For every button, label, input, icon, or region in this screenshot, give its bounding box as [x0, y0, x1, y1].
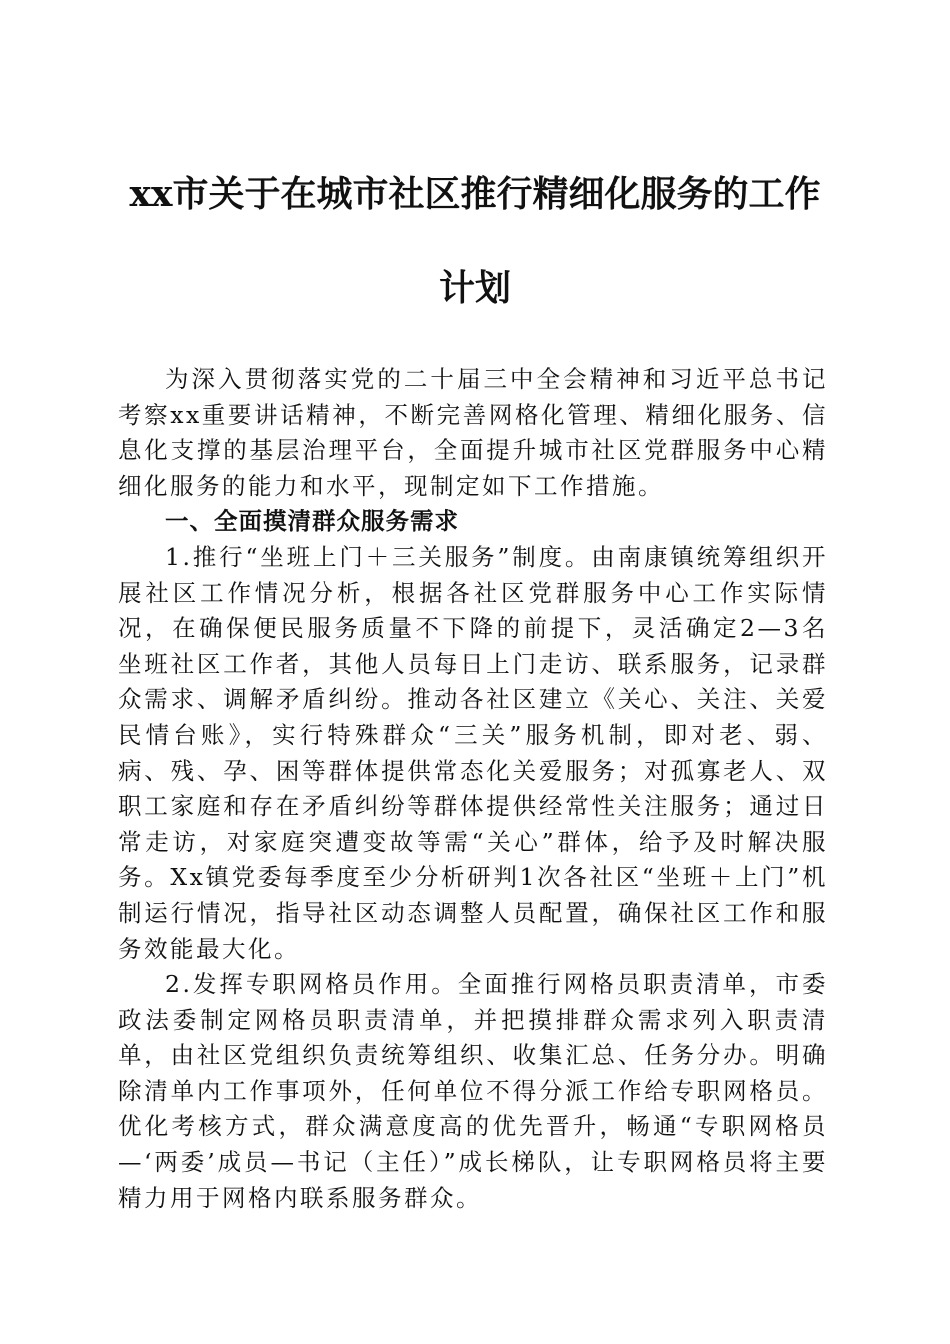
item-2-paragraph: 2.发挥专职网格员作用。全面推行网格员职责清单，市委政法委制定网格员职责清单，并把摸排群众需求列入职责清单，由社区党组织负责统筹组织、收集汇总、任务分办。明确除清单内工作事项外，任何单位不得分派工作给专职网格员。优化考核方式，群众满意度高的优先晋升，畅通“专职网格员—‘两委’成员—书记（主任）”成长梯队，让专职网格员将主要精力用于网格内联系服务群众。: [118, 970, 828, 1212]
item-1-paragraph: 1.推行“坐班上门＋三关服务”制度。由南康镇统筹组织开展社区工作情况分析，根据各社区党群服务中心工作实际情况，在确保便民服务质量不下降的前提下，灵活确定2—3名坐班社区工作者，其他人员每日上门走访、联系服务，记录群众需求、调解矛盾纠纷。推动各社区建立《关心、关注、关爱民情台账》，实行特殊群众“三关”服务机制，即对老、弱、病、残、孕、困等群体提供常态化关爱服务；对孤寡老人、双职工家庭和存在矛盾纠纷等群体提供经常性关注服务；通过日常走访，对家庭突遭变故等需“关心”群体，给予及时解决服务。Xx镇党委每季度至少分析研判1次各社区“坐班＋上门”机制运行情况，指导社区动态调整人员配置，确保社区工作和服务效能最大化。: [118, 542, 828, 963]
document-body: [118, 362, 828, 1216]
document-title-line-2: 计划: [438, 267, 511, 309]
section-heading: 一、全面摸清群众服务需求: [165, 507, 459, 536]
intro-paragraph: 为深入贯彻落实党的二十届三中全会精神和习近平总书记考察xx重要讲话精神，不断完善网格化管理、精细化服务、信息化支撑的基层治理平台，全面提升城市社区党群服务中心精细化服务的能力和水平，现制定如下工作措施。: [118, 365, 828, 500]
document-title-line-1: xx市关于在城市社区推行精细化服务的工作: [129, 173, 821, 215]
